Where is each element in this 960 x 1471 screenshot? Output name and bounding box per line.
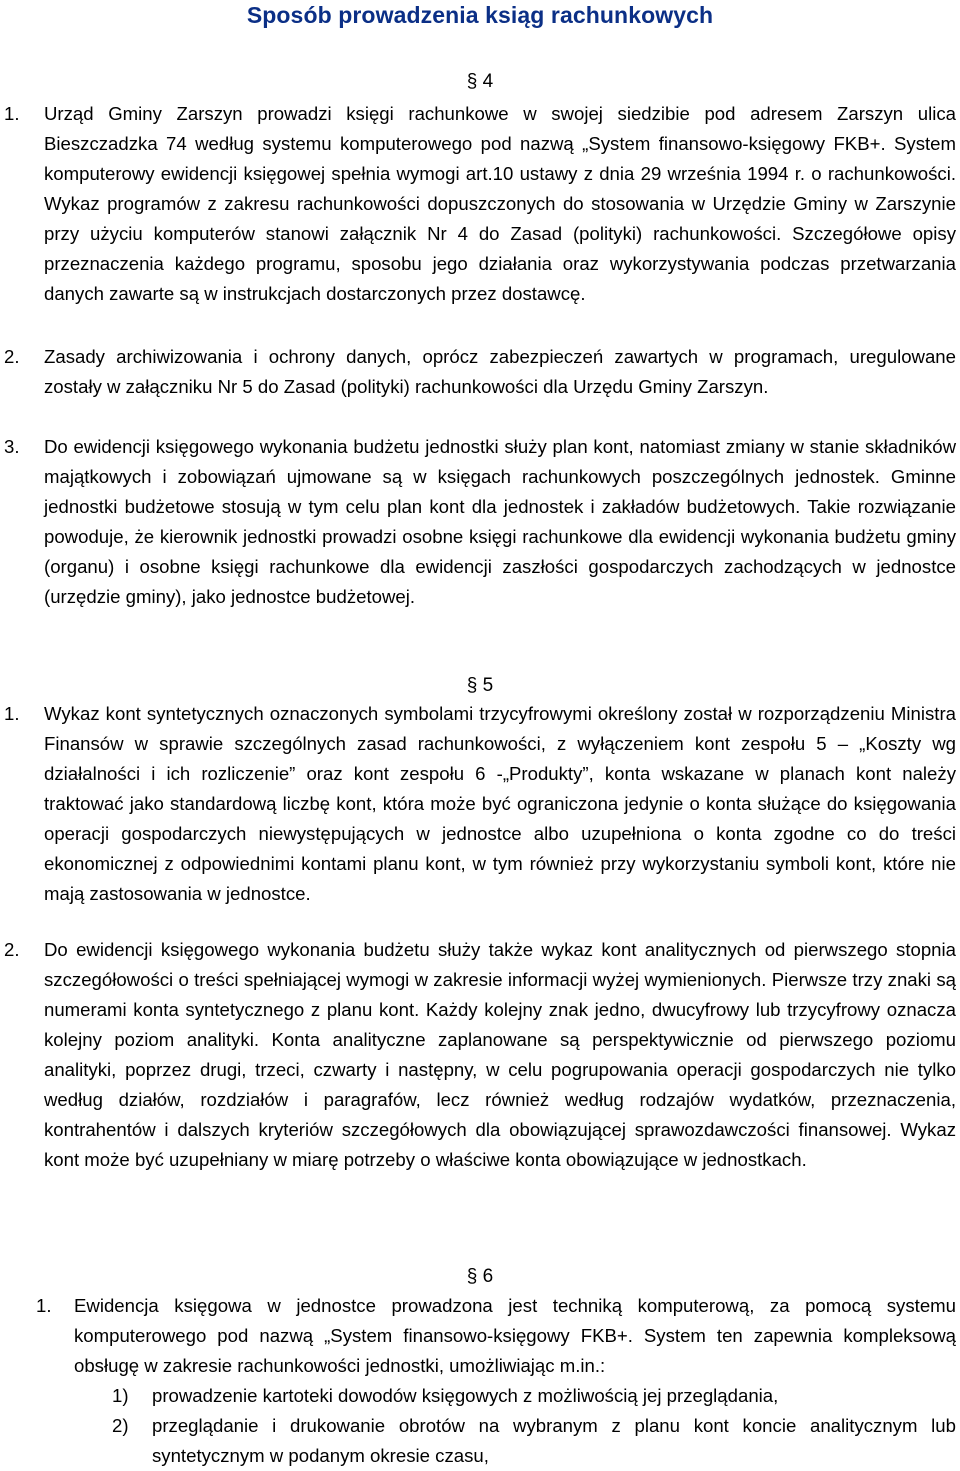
paragraph-4-3 [4, 432, 956, 612]
paragraph-number: 1. [4, 703, 20, 724]
paragraph-4-2 [4, 342, 956, 402]
section-mark-5: § 5 [466, 675, 494, 696]
paragraph-text: Wykaz kont syntetycznych oznaczonych symbolami trzycyfrowymi określony został w rozporządzeniu Ministra Finansów w sprawie szczególnych zasad rachunkowości, z wyłączeniem kont zespołu 5 – „Koszty wg działalności i ich rozliczenie” oraz kont zespołu 6 -„Produkty”, konta wskazane w planach kont należy traktować jako standardową liczbę kont, która może być ograniczona jedynie o konta służące do księgowania operacji gospodarczych niewystępujących w jednostce albo uzupełniona o konta zgodne co do treści ekonomicznej z odpowiednimi kontami planu kont, w tym również przy wykorzystaniu symboli kont, które nie mają zastosowania w jednostce. [44, 703, 956, 904]
paragraph-text: Ewidencja księgowa w jednostce prowadzona jest techniką komputerową, za pomocą systemu komputerowego pod nazwą „System finansowo-księgowy FKB+. System ten zapewnia kompleksową obsługę w zakresie rachunkowości jednostki, umożliwiając m.in.: [74, 1295, 956, 1376]
section-mark-4: § 4 [466, 71, 494, 92]
document-title: Sposób prowadzenia ksiąg rachunkowych [246, 2, 714, 28]
paragraph-text: Zasady archiwizowania i ochrony danych, oprócz zabezpieczeń zawartych w programach, uregulowane zostały w załączniku Nr 5 do Zasad (polityki) rachunkowości dla Urzędu Gminy Zarszyn. [44, 346, 956, 397]
list-item-6-1-2 [112, 1411, 956, 1471]
paragraph-number: 1. [36, 1295, 52, 1316]
section-mark-6: § 6 [466, 1266, 494, 1287]
paragraph-text: Urząd Gminy Zarszyn prowadzi księgi rachunkowe w swojej siedzibie pod adresem Zarszyn ulica Bieszczadzka 74 według systemu komputerowego pod nazwą „System finansowo-księgowy FKB+. System komputerowy ewidencji księgowej spełnia wymogi art.10 ustawy z dnia 29 września 1994 r. o rachunkowości. Wykaz programów z zakresu rachunkowości dopuszczonych do stosowania w Urzędzie Gminy w Zarszynie przy użyciu komputerów stanowi załącznik Nr 4 do Zasad (polityki) rachunkowości. Szczegółowe opisy przeznaczenia każdego programu, sposobu jego działania oraz wykorzystywania podczas przetwarzania danych zawarte są w instrukcjach dostarczonych przez dostawcę. [44, 103, 956, 304]
paragraph-number: 1. [4, 103, 20, 124]
paragraph-number: 3. [4, 436, 20, 457]
paragraph-5-1 [4, 699, 956, 909]
list-item-text: przeglądanie i drukowanie obrotów na wybranym z planu kont koncie analitycznym lub syntetycznym w podanym okresie czasu, [152, 1415, 956, 1466]
list-item-6-1-1 [112, 1381, 956, 1411]
list-item-text: prowadzenie kartoteki dowodów księgowych z możliwością jej przeglądania, [152, 1385, 779, 1406]
paragraph-number: 2. [4, 346, 20, 367]
list-item-number: 1) [112, 1385, 129, 1406]
paragraph-5-2 [4, 935, 956, 1175]
list-item-number: 2) [112, 1415, 129, 1436]
paragraph-4-1 [4, 99, 956, 309]
paragraph-6-1 [36, 1291, 956, 1381]
paragraph-number: 2. [4, 939, 20, 960]
paragraph-text: Do ewidencji księgowego wykonania budżetu jednostki służy plan kont, natomiast zmiany w stanie składników majątkowych i zobowiązań ujmowane są w księgach rachunkowych poszczególnych jednostek. Gminne jednostki budżetowe stosują w tym celu plan kont dla jednostek i zakładów budżetowych. Takie rozwiązanie powoduje, że kierownik jednostki prowadzi osobne księgi rachunkowe dla ewidencji wykonania budżetu gminy (organu) i osobne księgi rachunkowe dla ewidencji zaszłości gospodarczych zachodzących w jednostce (urzędzie gminy), jako jednostce budżetowej. [44, 436, 956, 607]
paragraph-text: Do ewidencji księgowego wykonania budżetu służy także wykaz kont analitycznych od pierwszego stopnia szczegółowości o treści spełniającej wymogi w zakresie informacji wyżej wymienionych. Pierwsze trzy znaki są numerami konta syntetycznego z planu kont. Każdy kolejny znak jedno, dwucyfrowy lub trzycyfrowy oznacza kolejny poziom analityki. Konta analityczne zaplanowane są perspektywicznie od pierwszego poziomu analityki, poprzez drugi, trzeci, czwarty i następny, w celu pogrupowania operacji gospodarczych nie tylko według działów, rozdziałów i paragrafów, lecz również według rodzajów wydatków, przeznaczenia, kontrahentów i dalszych kryteriów szczegółowych dla obowiązującej sprawozdawczości finansowej. Wykaz kont może być uzupełniany w miarę potrzeby o właściwe konta obowiązujące w jednostkach. [44, 939, 956, 1170]
